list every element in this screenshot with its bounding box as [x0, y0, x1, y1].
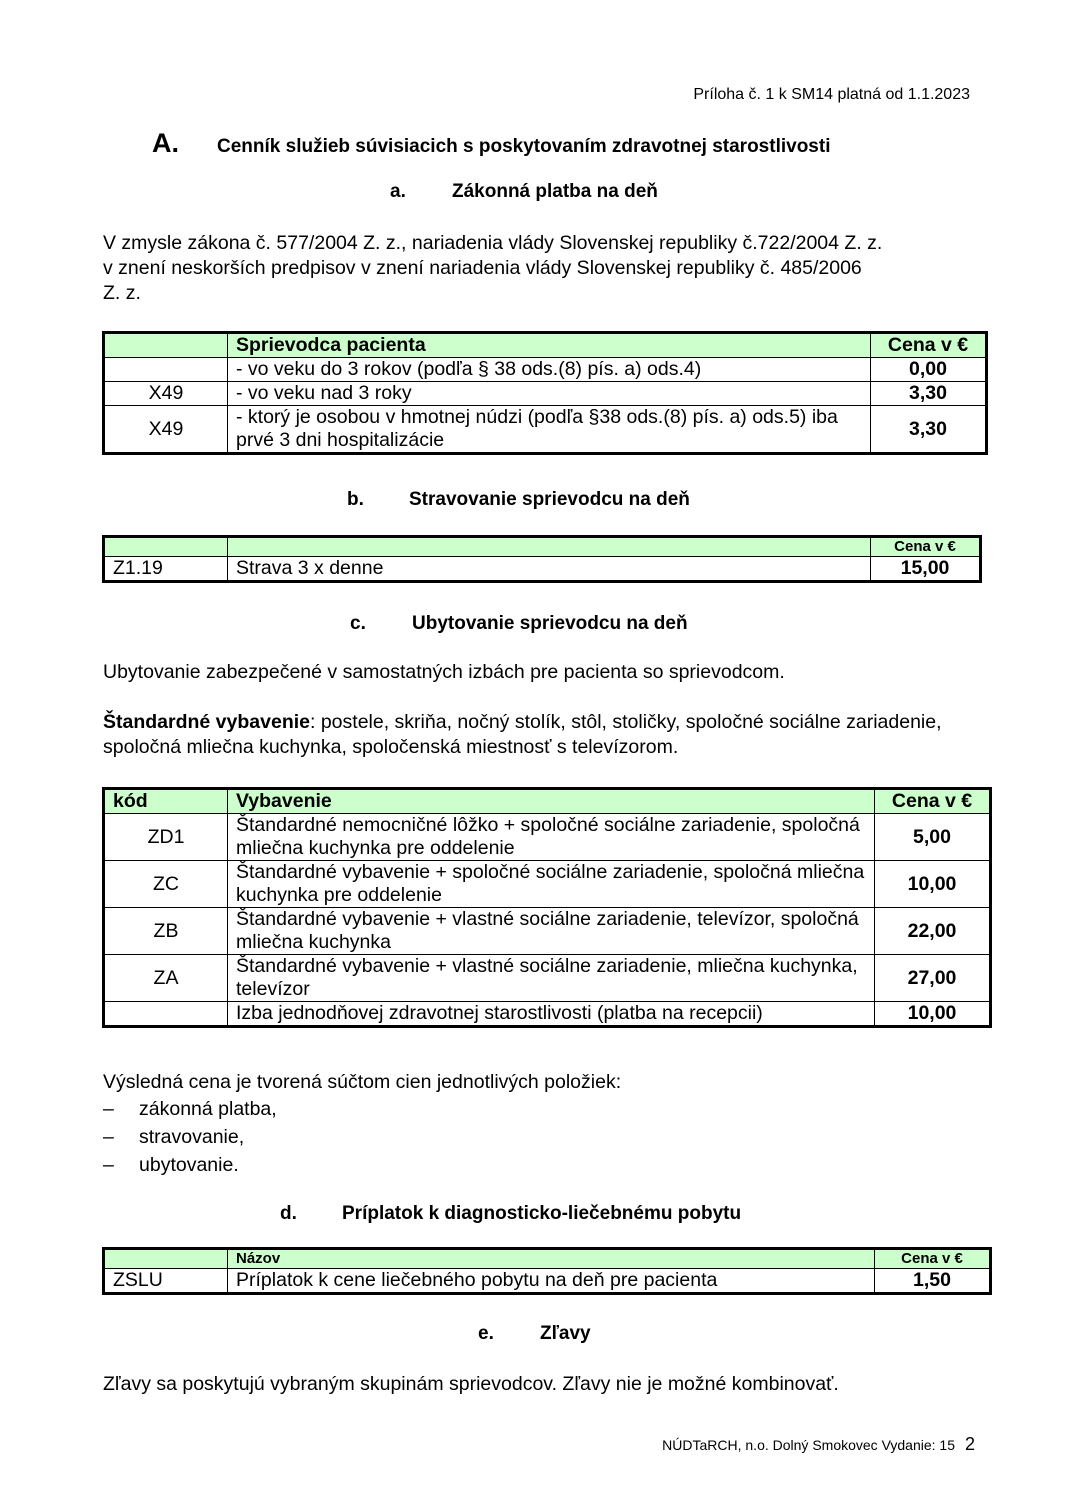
row-code: ZSLU	[104, 1269, 228, 1294]
section-title: Zákonná platba na deň	[452, 181, 658, 202]
accommodation-table	[102, 787, 992, 1028]
table-row	[104, 358, 987, 382]
row-code	[104, 1002, 228, 1027]
row-desc: Príplatok k cene liečebného pobytu na deň pre pacienta	[228, 1269, 875, 1294]
list-item-text: ubytovanie.	[139, 1154, 239, 1176]
list-item	[103, 1151, 277, 1179]
header-code	[104, 333, 228, 358]
header-price: Cena v €	[875, 1249, 991, 1269]
companion-fee-table	[102, 331, 988, 455]
header-price: Cena v €	[871, 537, 981, 557]
header-desc: Vybavenie	[228, 789, 875, 814]
list-item	[103, 1123, 277, 1151]
summary-text: Výsledná cena je tvorená súčtom cien jednotlivých položiek:	[103, 1071, 622, 1093]
table-header	[104, 1249, 991, 1269]
row-price: 22,00	[875, 908, 991, 955]
table-row	[104, 861, 991, 908]
dash-bullet: –	[103, 1098, 114, 1120]
header-price: Cena v €	[871, 333, 987, 358]
row-desc: Štandardné vybavenie + vlastné sociálne zariadenie, mliečna kuchynka, televízor	[228, 955, 875, 1002]
row-code: ZC	[104, 861, 228, 908]
row-desc: Štandardné vybavenie + vlastné sociálne zariadenie, televízor, spoločná mliečna kuchynka	[228, 908, 875, 955]
row-price: 1,50	[875, 1269, 991, 1294]
section-title: Stravovanie sprievodcu na deň	[409, 489, 690, 510]
dash-bullet: –	[103, 1154, 114, 1176]
table-row	[104, 1002, 991, 1027]
header-desc: Sprievodca pacienta	[228, 333, 871, 358]
row-code: ZD1	[104, 814, 228, 861]
section-a-intro	[103, 231, 983, 306]
appendix-note: Príloha č. 1 k SM14 platná od 1.1.2023	[693, 86, 970, 103]
table-row	[104, 557, 981, 582]
table-header	[104, 789, 991, 814]
section-letter: e.	[478, 1323, 494, 1344]
meals-table	[102, 535, 982, 583]
standard-equipment	[103, 710, 983, 760]
summary-list	[103, 1095, 277, 1179]
title-letter: A.	[152, 128, 179, 158]
section-c-heading	[350, 613, 688, 635]
row-price: 15,00	[871, 557, 981, 582]
row-desc: - vo veku do 3 rokov (podľa § 38 ods.(8) pís. a) ods.4)	[228, 358, 871, 382]
list-item-text: stravovanie,	[139, 1126, 245, 1148]
page-number: 2	[964, 1434, 975, 1454]
table-row	[104, 814, 991, 861]
section-d-heading	[280, 1203, 741, 1225]
header-desc	[228, 537, 871, 557]
section-letter: c.	[350, 613, 366, 634]
row-desc: - vo veku nad 3 roky	[228, 382, 871, 406]
section-b-heading	[347, 489, 690, 511]
intro-line: v znení neskorších predpisov v znení nariadenia vlády Slovenskej republiky č. 485/2006	[103, 257, 862, 279]
section-title: Zľavy	[540, 1323, 591, 1344]
section-a-heading	[390, 181, 658, 203]
header-price: Cena v €	[875, 789, 991, 814]
row-price: 27,00	[875, 955, 991, 1002]
header-code: kód	[104, 789, 228, 814]
row-desc: Štandardné vybavenie + spoločné sociálne zariadenie, spoločná mliečna kuchynka pre oddelenie	[228, 861, 875, 908]
row-price: 3,30	[871, 382, 987, 406]
row-price: 0,00	[871, 358, 987, 382]
section-letter: a.	[390, 181, 406, 202]
table-row	[104, 406, 987, 454]
table-header	[104, 537, 981, 557]
section-letter: b.	[347, 489, 364, 510]
table-row	[104, 1269, 991, 1294]
row-code: ZA	[104, 955, 228, 1002]
table-header	[104, 333, 987, 358]
row-code: ZB	[104, 908, 228, 955]
title-text: Cenník služieb súvisiacich s poskytovaním zdravotnej starostlivosti	[217, 136, 831, 157]
row-code: X49	[104, 406, 228, 454]
list-item	[103, 1095, 277, 1123]
intro-line: Z. z.	[103, 282, 141, 304]
row-desc: Strava 3 x denne	[228, 557, 871, 582]
row-price: 3,30	[871, 406, 987, 454]
row-code	[104, 358, 228, 382]
header-code	[104, 537, 228, 557]
stay-surcharge-table	[102, 1247, 992, 1295]
row-price: 10,00	[875, 1002, 991, 1027]
row-desc: - ktorý je osobou v hmotnej núdzi (podľa §38 ods.(8) pís. a) ods.5) iba prvé 3 dni hospitalizácie	[228, 406, 871, 454]
row-desc: Štandardné nemocničné lôžko + spoločné sociálne zariadenie, spoločná mliečna kuchynka pre oddelenie	[228, 814, 875, 861]
table-row	[104, 908, 991, 955]
section-c-intro: Ubytovanie zabezpečené v samostatných izbách pre pacienta so sprievodcom.	[103, 661, 785, 683]
section-letter: d.	[280, 1203, 297, 1224]
row-code: X49	[104, 382, 228, 406]
dash-bullet: –	[103, 1126, 114, 1148]
table-row	[104, 955, 991, 1002]
row-code: Z1.19	[104, 557, 228, 582]
table-row	[104, 382, 987, 406]
row-price: 5,00	[875, 814, 991, 861]
section-title: Príplatok k diagnosticko-liečebnému pobytu	[342, 1203, 742, 1224]
list-item-text: zákonná platba,	[139, 1098, 277, 1120]
intro-line: V zmysle zákona č. 577/2004 Z. z., nariadenia vlády Slovenskej republiky č.722/2004 Z. z.	[103, 232, 883, 254]
row-desc: Izba jednodňovej zdravotnej starostlivosti (platba na recepcii)	[228, 1002, 875, 1027]
header-code	[104, 1249, 228, 1269]
footer-text: NÚDTaRCH, n.o. Dolný Smokovec Vydanie: 15	[662, 1437, 955, 1453]
equipment-text: : postele, skriňa, nočný stolík, stôl, stoličky, spoločné sociálne zariadenie, spoločná mliečna kuchynka, spoločenská miestnosť s televízorom.	[103, 711, 942, 758]
equipment-label: Štandardné vybavenie	[103, 711, 310, 733]
header-desc: Názov	[228, 1249, 875, 1269]
section-title: Ubytovanie sprievodcu na deň	[412, 613, 688, 634]
section-e-heading	[478, 1323, 591, 1345]
discounts-text: Zľavy sa poskytujú vybraným skupinám sprievodcov. Zľavy nie je možné kombinovať.	[103, 1373, 839, 1395]
row-price: 10,00	[875, 861, 991, 908]
